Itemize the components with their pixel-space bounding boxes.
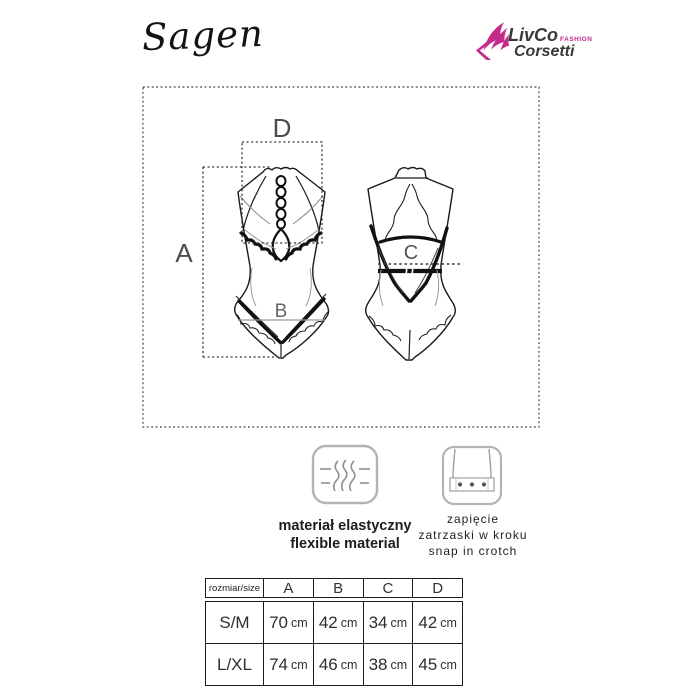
value-a: 74 [269,654,288,674]
brand-name-top: LivCo [508,25,559,45]
size-table-header-row [205,578,463,598]
size-table-col-b: B [313,579,363,597]
value-a: 70 [269,612,288,632]
unit: cm [440,657,457,672]
unit: cm [440,615,457,630]
unit: cm [291,615,308,630]
product-name: Sagen [141,11,265,60]
size-table-row-sm [206,602,462,643]
diagram-frame [143,87,539,427]
unit: cm [340,657,358,672]
size-table-col-a: A [263,579,313,597]
material-caption-line2: flexible material [290,536,400,552]
value-b: 42 [318,612,338,632]
size-table-body [205,601,463,686]
elastic-material-icon [313,446,377,503]
value-b: 46 [318,654,338,674]
size-table-row-lxl [206,643,462,685]
size-table-col-d: D [412,579,462,597]
measure-label-b: B [274,301,288,322]
unit: cm [390,615,408,630]
unit: cm [390,657,408,672]
size-table-corner-label: rozmiar/size [208,582,261,594]
value-d: 42 [418,612,438,632]
snap-crotch-icon [443,447,501,504]
size-label: S/M [219,612,250,632]
closure-caption-line3: snap in crotch [428,544,518,558]
size-table [205,578,463,686]
size-label: L/XL [217,654,252,674]
measure-label-d: D [272,113,292,143]
brand-name-fashion: FASHION [560,36,593,43]
closure-caption-line1: zapięcie [446,512,500,526]
material-caption-line1: materiał elastyczny [278,518,412,534]
closure-caption [406,511,540,559]
unit: cm [291,657,308,672]
brand-name-bottom: Corsetti [514,43,575,60]
front-view-drawing [235,168,329,359]
value-d: 45 [418,654,438,674]
material-caption [262,517,428,553]
size-table-col-c: C [363,579,413,597]
unit: cm [340,615,358,630]
measure-label-c: C [403,242,419,264]
measure-label-a: A [175,238,193,268]
closure-caption-line2: zatrzaski w kroku [418,528,528,542]
value-c: 38 [368,654,388,674]
value-c: 34 [368,612,388,632]
